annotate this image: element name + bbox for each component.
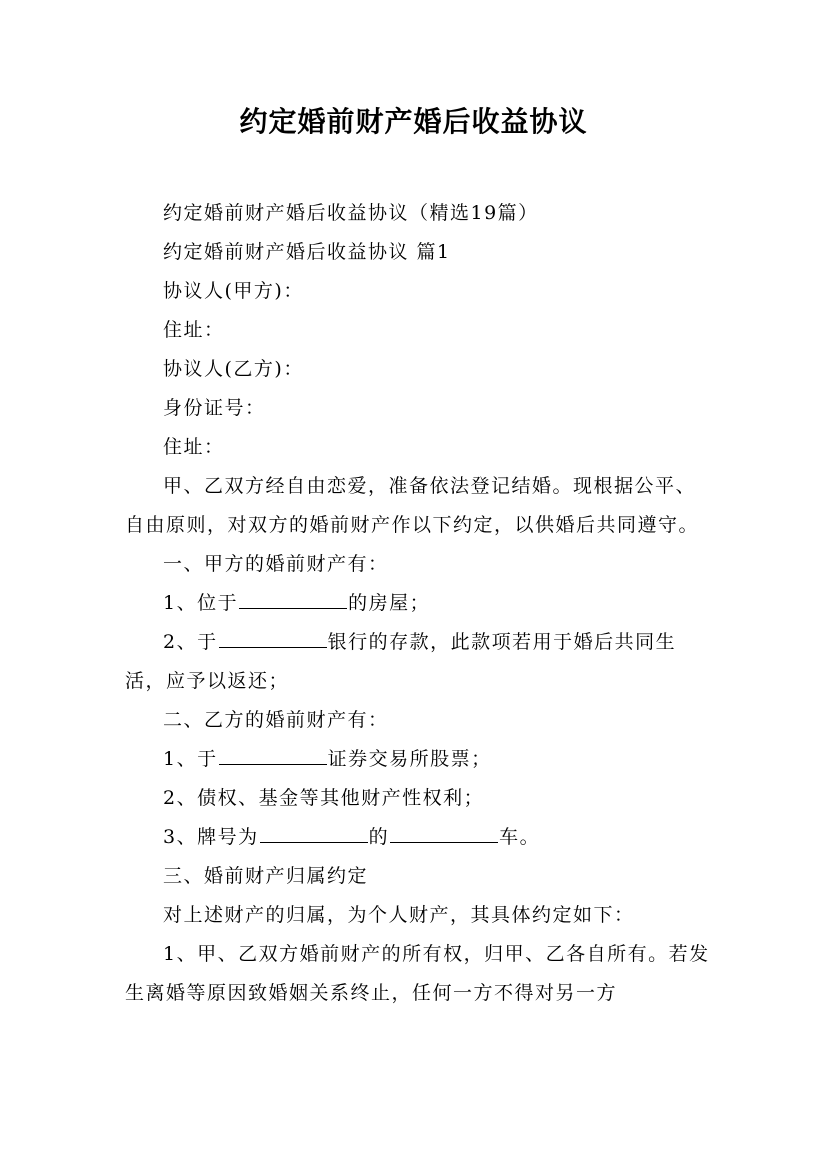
car-item-middle: 的 [368,826,390,848]
paragraph-ownership-intro: 对上述财产的归属，为个人财产，其具体约定如下： [163,904,635,926]
stock-item-suffix: 证券交易所股票； [327,748,492,770]
car-model-blank [390,824,498,843]
paragraph-deposit-item [125,623,715,701]
paragraph-party-b-id: 身份证号： [163,397,266,419]
paragraph-party-a-address: 住址： [163,319,225,341]
paragraph-stock-item [125,740,715,779]
document-title: 约定婚前财产婚后收益协议 [239,105,588,138]
paragraph-preamble: 甲、乙双方经自由恋爱，准备依法登记结婚。现根据公平、自由原则，对双方的婚前财产作以下约定，以供婚后共同遵守。 [125,475,700,536]
paragraph-house-item [125,584,715,623]
car-item-suffix: 车。 [499,826,541,848]
paragraph-rights-item: 2、债权、基金等其他财产性权利； [163,787,485,809]
plate-number-blank [260,824,368,843]
house-location-blank [239,590,347,609]
deposit-item-suffix: 银行的存款，此款项若用于婚后共同生活，应予以返还； [125,631,677,692]
paragraph-party-a: 协议人(甲方)： [163,280,304,302]
paragraph-section-three: 三、婚前财产归属约定 [163,865,369,887]
paragraph-party-b-address: 住址： [163,436,225,458]
paragraph-subtitle: 约定婚前财产婚后收益协议（精选19篇） [163,202,539,224]
bank-name-blank [219,629,327,648]
document-body [125,194,715,1013]
house-item-suffix: 的房屋； [348,592,431,614]
exchange-name-blank [219,746,327,765]
paragraph-section-two: 二、乙方的婚前财产有： [163,709,389,731]
paragraph-section-one: 一、甲方的婚前财产有： [163,553,389,575]
paragraph-ownership-clause: 1、甲、乙双方婚前财产的所有权，归甲、乙各自所有。若发生离婚等原因致婚姻关系终止，任何一方不得对另一方 [125,943,710,1004]
deposit-item-prefix: 2、于 [163,631,218,653]
paragraph-article-heading: 约定婚前财产婚后收益协议 篇1 [163,241,451,263]
stock-item-prefix: 1、于 [163,748,218,770]
paragraph-car-item [125,818,715,857]
paragraph-party-b: 协议人(乙方)： [163,358,304,380]
car-item-prefix: 3、牌号为 [163,826,259,848]
house-item-prefix: 1、位于 [163,592,239,614]
